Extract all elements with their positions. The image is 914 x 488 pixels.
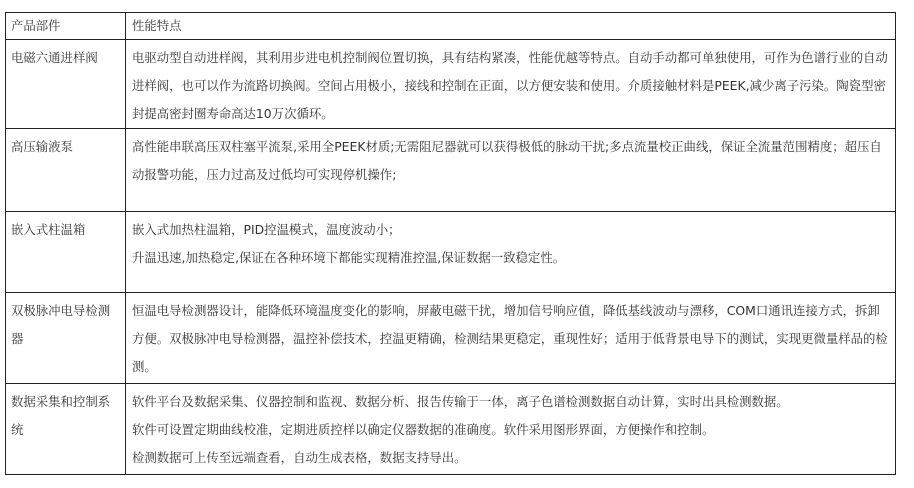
table-row	[6, 129, 896, 212]
table-row	[6, 293, 896, 384]
header-features: 性能特点	[126, 13, 896, 40]
component-name: 嵌入式柱温箱	[6, 212, 126, 293]
component-features	[126, 212, 896, 293]
table-row	[6, 40, 896, 129]
feature-paragraph: 高性能串联高压双柱塞平流泵,采用全PEEK材质;无需阻尼器就可以获得极低的脉动干扰;多点流量校正曲线，保证全流量范围精度；超压自动报警功能，压力过高及过低均可实现停机操作;	[132, 139, 882, 182]
component-features	[126, 40, 896, 129]
product-spec-table	[5, 12, 896, 475]
component-features	[126, 384, 896, 475]
component-name: 电磁六通进样阀	[6, 40, 126, 129]
table-header-row	[6, 13, 896, 40]
feature-paragraph: 嵌入式加热柱温箱，PID控温模式，温度波动小；	[132, 222, 401, 237]
header-component: 产品部件	[6, 13, 126, 40]
feature-paragraph: 恒温电导检测器设计，能降低环境温度变化的影响，屏蔽电磁干扰，增加信号响应值，降低基线波动与漂移，COM口通讯连接方式，拆卸方便。双极脉冲电导检测器，温控补偿技术，控温更精确，检测结果更稳定，重现性好；适用于低背景电导下的测试，实现更微量样品的检测。	[132, 303, 888, 374]
table-row	[6, 384, 896, 475]
feature-paragraph: 软件平台及数据采集、仪器控制和监视、数据分析、报告传输于一体，离子色谱检测数据自动计算，实时出具检测数据。	[132, 394, 789, 409]
component-name: 高压输液泵	[6, 129, 126, 212]
component-name: 数据采集和控制系统	[6, 384, 126, 475]
feature-paragraph: 检测数据可上传至远端查看，自动生成表格，数据支持导出。	[132, 450, 467, 465]
feature-paragraph: 电驱动型自动进样阀，其利用步进电机控制阀位置切换，具有结构紧凑，性能优越等特点。自动手动都可单独使用，可作为色谱行业的自动进样阀，也可以作为流路切换阀。空间占用极小，接线和控制在正面，以方便安装和使用。介质接触材料是PEEK,减少离子污染。陶瓷型密封提高密封圈寿命高达10万次循环。	[132, 50, 888, 121]
table-row	[6, 212, 896, 293]
feature-paragraph: 升温迅速,加热稳定,保证在各种环境下都能实现精准控温,保证数据一致稳定性。	[132, 250, 566, 265]
component-features	[126, 129, 896, 212]
spec-table-container	[5, 12, 895, 475]
component-name: 双极脉冲电导检测器	[6, 293, 126, 384]
component-features	[126, 293, 896, 384]
feature-paragraph: 软件可设置定期曲线校准，定期进质控样以确定仪器数据的准确度。软件采用图形界面，方便操作和控制。	[132, 422, 715, 437]
